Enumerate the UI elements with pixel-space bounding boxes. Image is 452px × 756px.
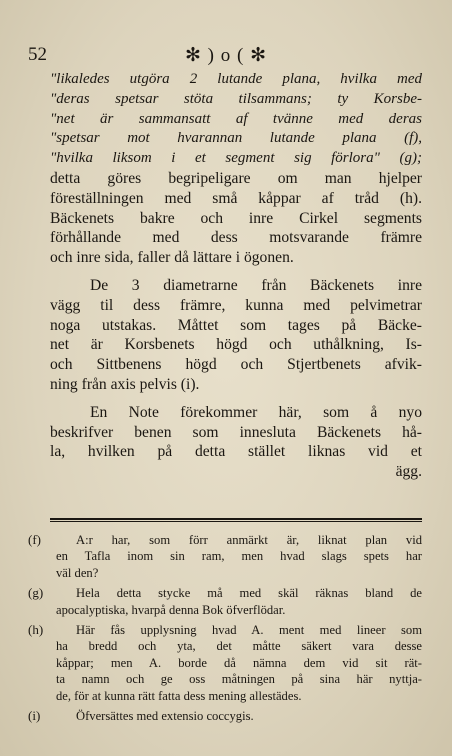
footnotes xyxy=(28,532,422,728)
body-text xyxy=(50,70,422,482)
text-line: "likaledes utgöra 2 lutande plana, hvilka med xyxy=(50,71,422,87)
text-line: "spetsar mot hvarannan lutande plana (f), xyxy=(50,130,422,147)
page-header xyxy=(22,44,430,68)
footnote-line: ha bredd och yta, det måtte säkert vara desse xyxy=(56,639,422,654)
text-line: De 3 diametrarne från Bäckenets inre xyxy=(90,276,422,294)
footnote xyxy=(28,585,422,618)
footnote-line: väl den? xyxy=(56,565,99,580)
text-line: detta göres begripeligare om man hjelper xyxy=(50,169,422,187)
footnote-line: Här fås upplysning hvad A. ment med lineer som xyxy=(76,622,422,637)
footnote-line: de, för at kunna rätt fatta dess mening allestädes. xyxy=(56,688,302,703)
footnote-mark: (g) xyxy=(28,585,44,601)
text-line: En Note förekommer här, som å nyo xyxy=(90,403,422,421)
text-line: och inre sida, faller då lättare i ögonen. xyxy=(50,249,294,267)
paragraph xyxy=(50,276,422,395)
footnote-line: Öfversättes med extensio coccygis. xyxy=(76,708,254,723)
footnote-line: A:r har, som förr anmärkt är, liknat plan vid xyxy=(76,533,422,547)
text-line: förhållande med dess motsvarande främre xyxy=(50,229,422,247)
footnote xyxy=(28,708,422,724)
paragraph-gap xyxy=(50,395,422,403)
footnote-rule xyxy=(50,518,422,522)
footnote-line: kåppar; men A. borde då nämna dem vid sit rät- xyxy=(56,655,422,670)
footnote-mark: (i) xyxy=(28,707,41,723)
page-number: 52 xyxy=(28,44,47,65)
footnote-line: Hela detta stycke må med skäl räknas bland de xyxy=(76,586,422,601)
text-line: "hvilka liksom i et segment sig förlora" (g); xyxy=(50,150,422,167)
text-line: ägg. xyxy=(395,463,422,481)
text-line: Bäckenets bakre och inre Cirkel segments xyxy=(50,209,422,227)
footnote xyxy=(28,622,422,704)
text-line: ning från axis pelvis (i). xyxy=(50,375,200,393)
paragraph-gap xyxy=(50,268,422,276)
text-line: "net är sammansatt af tvänne med deras xyxy=(50,110,422,127)
header-ornament: ✻ ) o ( ✻ xyxy=(185,45,267,66)
paragraph xyxy=(50,403,422,482)
text-line: "deras spetsar stöta tilsammans; ty Korsbe- xyxy=(50,90,422,107)
text-line: vägg til dess främre, kunna med pelvimetrar xyxy=(50,296,422,314)
footnote-line: apocalyptiska, hvarpå denna Bok öfverflödar. xyxy=(56,602,286,617)
text-line: föreställningen med små kåppar af tråd (h). xyxy=(50,189,422,207)
footnote xyxy=(28,532,422,581)
footnote-line: ta namn och ge oss måtningen på sina här nyttja- xyxy=(56,672,422,687)
footnote-line: en Tafla inom sin ram, men hvad slags spets har xyxy=(56,549,422,564)
text-line: noga utstakas. Måttet som tages på Bäcke- xyxy=(50,316,422,334)
footnote-mark: (f) xyxy=(28,532,41,547)
text-line: och Sittbenens högd och Stjertbenets afvik- xyxy=(50,356,422,374)
paragraph xyxy=(50,70,422,268)
text-line: net är Korsbenets högd och uthålkning, Is- xyxy=(50,336,422,354)
text-line: beskrifver benen som innesluta Bäckenets hå- xyxy=(50,423,422,441)
text-line: la, hvilken på detta stället liknas vid et xyxy=(50,443,422,461)
footnote-mark: (h) xyxy=(28,621,44,637)
